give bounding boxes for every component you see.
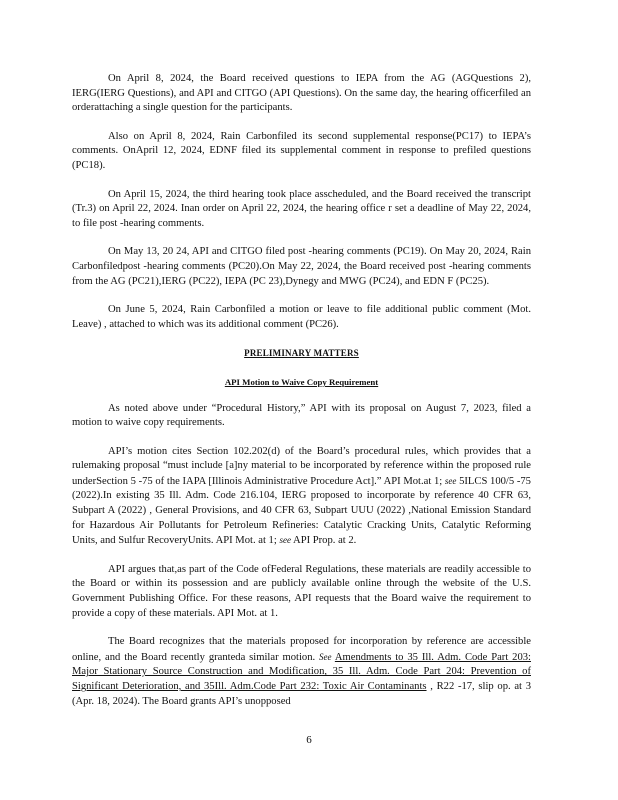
- paragraph-rain-carbon-supplemental: Also on April 8, 2024, Rain Carbonfiled its second supplemental response(PC17) to IEPA’s comments. OnApril 12, 2024, EDNF filed its supplemental comment in response to prefiled questions (PC18).: [72, 130, 531, 171]
- paragraph-april-8-questions: On April 8, 2024, the Board received questions to IEPA from the AG (AGQuestions 2), IERG(IERG Questions), and API and CITGO (API Questions). On the same day, the hearing officerfiled an orderattaching a single question for the participants.: [72, 73, 531, 114]
- citation-signal-see: See: [319, 651, 332, 662]
- paragraph-api-motion-cites-part2: 5ILCS 100/5 -75 (2022).In existing 35 Ill. Adm. Code 216.104, IERG proposed to incorporate by reference 40 CFR 63, Subpart A (2022) , General Provisions, and 40 CFR 63, Subpart UUU (2022) ,National Emission Standard for Hazardous Air Pollutants for Petroleum Refineries: Catalytic Cracking Units, Catalytic Reforming Units, and Sulfur RecoveryUnits. API Mot. at 1;: [72, 475, 531, 547]
- paragraph-board-recognizes-part2: , R22 -17, slip op. at 3 (Apr. 18, 2024). The Board grants API’s unopposed: [72, 681, 531, 707]
- citation-signal-see: see: [444, 475, 457, 486]
- paragraph-post-hearing-comments: On May 13, 20 24, API and CITGO filed post -hearing comments (PC19). On May 20, 2024, Rain Carbonfiledpost -hearing comments (PC20).On May 22, 2024, the Board received post -hearing comments from the AG (PC21),IERG (PC22), IEPA (PC 23),Dynegy and MWG (PC24), and EDN F (PC25).: [72, 246, 531, 287]
- paragraph-api-motion-cites: [72, 445, 531, 549]
- case-citation-title: Amendments to 35 Ill. Adm. Code Part 203: Major Stationary Source Construction and Modification, 35 Ill. Adm. Code Part 204: Prevention of Significant Deterioration, and 35Ill. Adm.Code Part 232: Toxic Air Contaminants: [72, 651, 531, 692]
- paragraph-motion-leave: On June 5, 2024, Rain Carbonfiled a motion or leave to file additional public comment (Mot. Leave) , attached to which was its additional comment (PC26).: [72, 304, 531, 330]
- page-number: 6: [306, 734, 312, 746]
- paragraph-board-recognizes-part1: The Board recognizes that the materials proposed for incorporation by reference are accessible online, and the Board recently granteda similar motion.: [72, 636, 531, 663]
- paragraph-api-motion-cites-part1: API’s motion cites Section 102.202(d) of the Board’s procedural rules, which provides that a rulemaking proposal “must include [a]ny material to be incorporated by reference within the proposed rule underSection 5 -75 of the IAPA [Illinois Administrative Procedure Act].” API Mot.at 1;: [72, 445, 531, 487]
- paragraph-procedural-history: As noted above under “Procedural History,” API with its proposal on August 7, 2023, filed a motion to waive copy requirements.: [72, 402, 531, 429]
- paragraph-third-hearing: On April 15, 2024, the third hearing took place asscheduled, and the Board received the transcript (Tr.3) on April 22, 2024. Inan order on April 22, 2024, the hearing office r set a deadline of May 22, 2024, to file post -hearing comments.: [72, 188, 531, 229]
- section-heading-preliminary-matters: PRELIMINARY MATTERS: [244, 348, 359, 359]
- paragraph-api-argues: API argues that,as part of the Code ofFederal Regulations, these materials are readily accessible to the Board or within its possession and are publicly available online through the website of the U.S. Government Publishing Office. For these reasons, API requests that the Board waive the requirement to provide a copy of these materials. API Mot. at 1.: [72, 563, 531, 619]
- subheading-api-motion: API Motion to Waive Copy Requirement: [224, 376, 379, 387]
- document-page: [72, 72, 531, 723]
- paragraph-board-recognizes: [72, 635, 531, 709]
- citation-signal-see: see: [279, 535, 291, 546]
- paragraph-api-motion-cites-part3: API Prop. at 2.: [293, 535, 357, 547]
